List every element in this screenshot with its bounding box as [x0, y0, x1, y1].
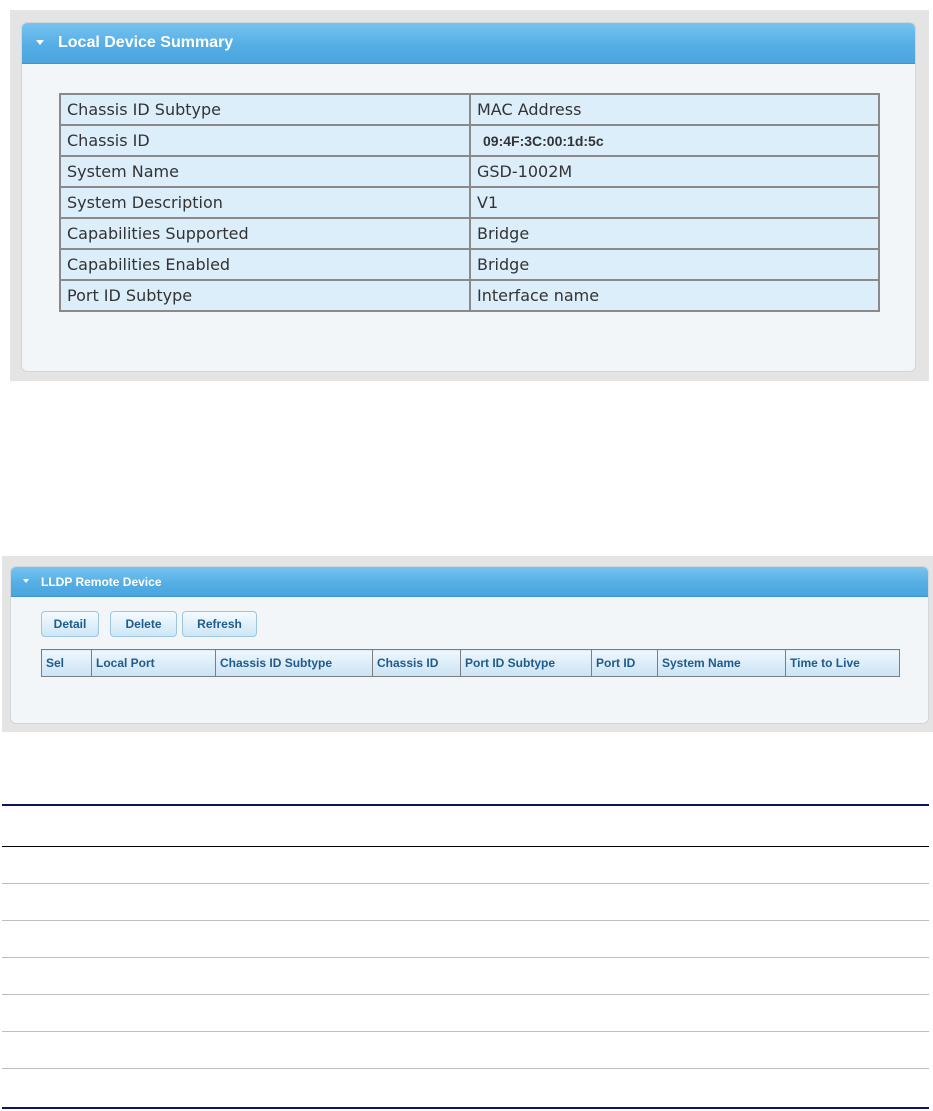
table-row-divider	[2, 994, 929, 995]
table-row	[60, 156, 879, 187]
column-header-port-id[interactable]: Port ID	[592, 650, 658, 677]
column-header-local-port[interactable]: Local Port	[92, 650, 216, 677]
row-label: Chassis ID Subtype	[60, 94, 470, 125]
refresh-button[interactable]: Refresh	[182, 611, 257, 637]
row-value: Bridge	[470, 218, 879, 249]
detail-button[interactable]: Detail	[41, 611, 99, 637]
panel-title: Local Device Summary	[58, 34, 234, 51]
row-value: GSD-1002M	[470, 156, 879, 187]
column-header-time-to-live[interactable]: Time to Live	[786, 650, 900, 677]
column-header-system-name[interactable]: System Name	[658, 650, 786, 677]
table-top-rule	[2, 804, 929, 806]
table-row	[60, 125, 879, 156]
table-row	[60, 249, 879, 280]
row-label: Port ID Subtype	[60, 280, 470, 311]
delete-button[interactable]: Delete	[110, 611, 177, 637]
table-row	[60, 218, 879, 249]
lldp-remote-device-panel	[10, 566, 929, 724]
lldp-remote-device-header[interactable]	[11, 567, 928, 597]
row-value: MAC Address	[470, 94, 879, 125]
table-row	[60, 280, 879, 311]
row-label: Capabilities Supported	[60, 218, 470, 249]
column-header-chassis-id[interactable]: Chassis ID	[373, 650, 461, 677]
local-device-summary-panel	[21, 22, 916, 372]
column-header-sel[interactable]: Sel	[42, 650, 92, 677]
table-row-divider	[2, 957, 929, 958]
table-row	[60, 187, 879, 218]
row-value: V1	[470, 187, 879, 218]
table-row-divider	[2, 1068, 929, 1069]
row-value: Bridge	[470, 249, 879, 280]
column-header-port-id-subtype[interactable]: Port ID Subtype	[461, 650, 592, 677]
row-label: System Description	[60, 187, 470, 218]
table-row-divider	[2, 920, 929, 921]
table-row	[60, 94, 879, 125]
table-bottom-rule	[2, 1107, 929, 1109]
collapse-arrow-icon[interactable]	[36, 40, 44, 45]
table-header-rule	[2, 846, 929, 847]
row-label: System Name	[60, 156, 470, 187]
collapse-arrow-icon[interactable]	[23, 579, 29, 583]
panel-title: LLDP Remote Device	[41, 575, 162, 589]
local-device-summary-table	[59, 93, 880, 312]
column-header-chassis-id-subtype[interactable]: Chassis ID Subtype	[216, 650, 373, 677]
row-value: Interface name	[470, 280, 879, 311]
local-device-summary-header[interactable]	[22, 23, 915, 64]
row-label: Chassis ID	[60, 125, 470, 156]
table-row-divider	[2, 883, 929, 884]
row-value: 09:4F:3C:00:1d:5c	[470, 125, 879, 156]
table-header-row	[42, 650, 900, 677]
table-row-divider	[2, 1031, 929, 1032]
row-label: Capabilities Enabled	[60, 249, 470, 280]
lldp-remote-device-table	[41, 649, 900, 677]
